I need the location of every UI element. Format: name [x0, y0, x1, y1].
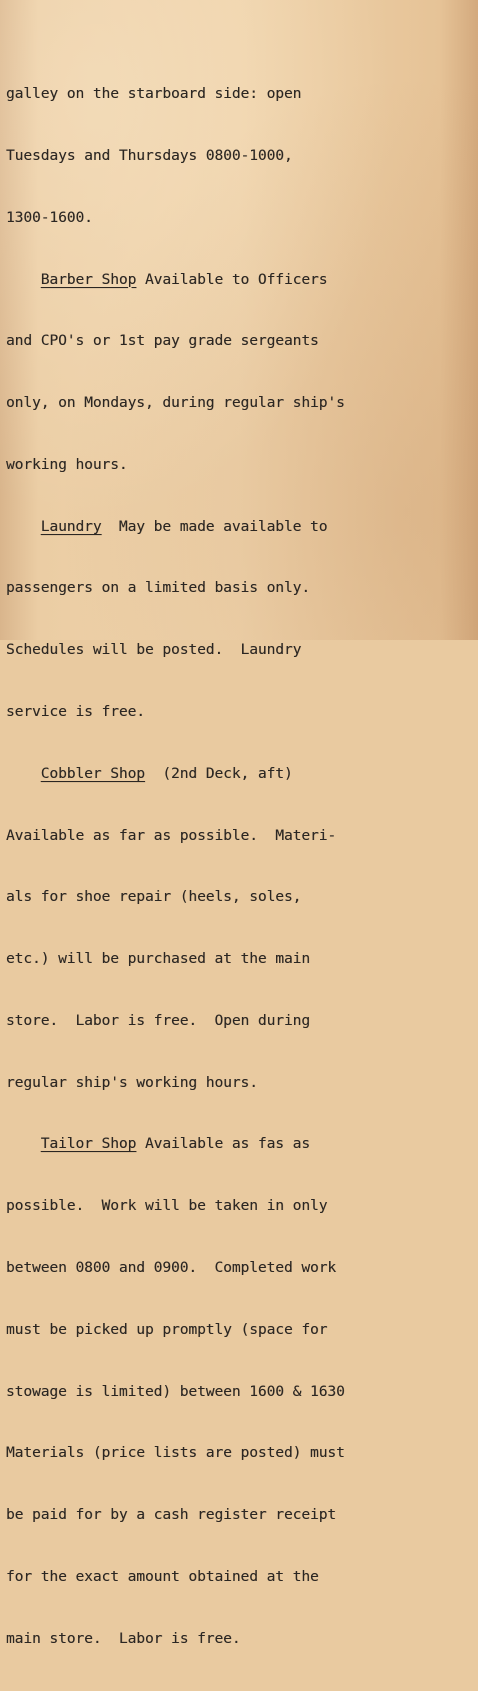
- line-text: 1300-1600.: [6, 208, 93, 226]
- text-line: [6, 702, 472, 723]
- typed-text-block: [6, 43, 472, 1691]
- line-text: Tuesdays and Thursdays 0800-1000,: [6, 146, 293, 164]
- line-text: only, on Mondays, during regular ship's: [6, 394, 345, 412]
- line-text: main store. Labor is free.: [6, 1629, 241, 1647]
- indent: [6, 1135, 41, 1152]
- text-line: [6, 1382, 472, 1403]
- text-line: [6, 1443, 472, 1464]
- line-text: service is free.: [6, 703, 145, 720]
- line-text: Available as fas as: [136, 1135, 311, 1153]
- text-line: [6, 640, 472, 661]
- line-text: May be made available to: [101, 517, 328, 535]
- line-text: store. Labor is free. Open during: [6, 1011, 311, 1029]
- line-text: must be picked up promptly (space for: [6, 1320, 328, 1338]
- line-text: Schedules will be posted. Laundry: [6, 641, 302, 659]
- text-line: [6, 517, 472, 538]
- section-heading-barber-shop: Barber Shop: [40, 270, 137, 288]
- line-text: between 0800 and 0900. Completed work: [6, 1259, 337, 1277]
- indent: [6, 765, 41, 782]
- line-text: regular ship's working hours.: [6, 1073, 258, 1091]
- section-heading-tailor-shop: Tailor Shop: [40, 1135, 137, 1153]
- line-text: be paid for by a cash register receipt: [6, 1506, 337, 1524]
- text-line: [6, 1258, 472, 1279]
- text-line: [6, 1073, 472, 1094]
- indent: [6, 518, 41, 535]
- text-line: [6, 1134, 472, 1155]
- line-text: for the exact amount obtained at the: [6, 1567, 319, 1585]
- line-text: Materials (price lists are posted) must: [6, 1444, 345, 1462]
- section-heading-cobbler-shop: Cobbler Shop: [40, 764, 145, 782]
- text-line: [6, 393, 472, 414]
- text-line: [6, 455, 472, 476]
- text-line: [6, 826, 472, 847]
- line-text: als for shoe repair (heels, soles,: [6, 888, 302, 906]
- line-text: passengers on a limited basis only.: [6, 579, 311, 597]
- section-heading-laundry: Laundry: [40, 517, 102, 535]
- text-line: [6, 146, 472, 167]
- line-text: Available to Officers: [136, 270, 328, 288]
- text-line: [6, 949, 472, 970]
- text-line: [6, 764, 472, 785]
- text-line: [6, 578, 472, 599]
- text-line: [6, 270, 472, 291]
- indent: [6, 271, 41, 288]
- line-text: stowage is limited) between 1600 & 1630: [6, 1382, 345, 1400]
- text-line: [6, 1196, 472, 1217]
- text-line: [6, 1320, 472, 1341]
- text-line: [6, 1505, 472, 1526]
- text-line: [6, 1011, 472, 1032]
- text-line: [6, 84, 472, 105]
- line-text: working hours.: [6, 455, 128, 473]
- line-text: and CPO's or 1st pay grade sergeants: [6, 332, 319, 350]
- line-text: possible. Work will be taken in only: [6, 1197, 328, 1215]
- line-text: Available as far as possible. Materi-: [6, 826, 337, 844]
- line-text: (2nd Deck, aft): [144, 764, 293, 782]
- line-text: etc.) will be purchased at the main: [6, 950, 311, 968]
- text-line: [6, 1567, 472, 1588]
- text-line: [6, 331, 472, 352]
- text-line: [6, 887, 472, 908]
- text-line: [6, 208, 472, 229]
- line-text: galley on the starboard side: open: [6, 85, 302, 103]
- text-line: [6, 1629, 472, 1650]
